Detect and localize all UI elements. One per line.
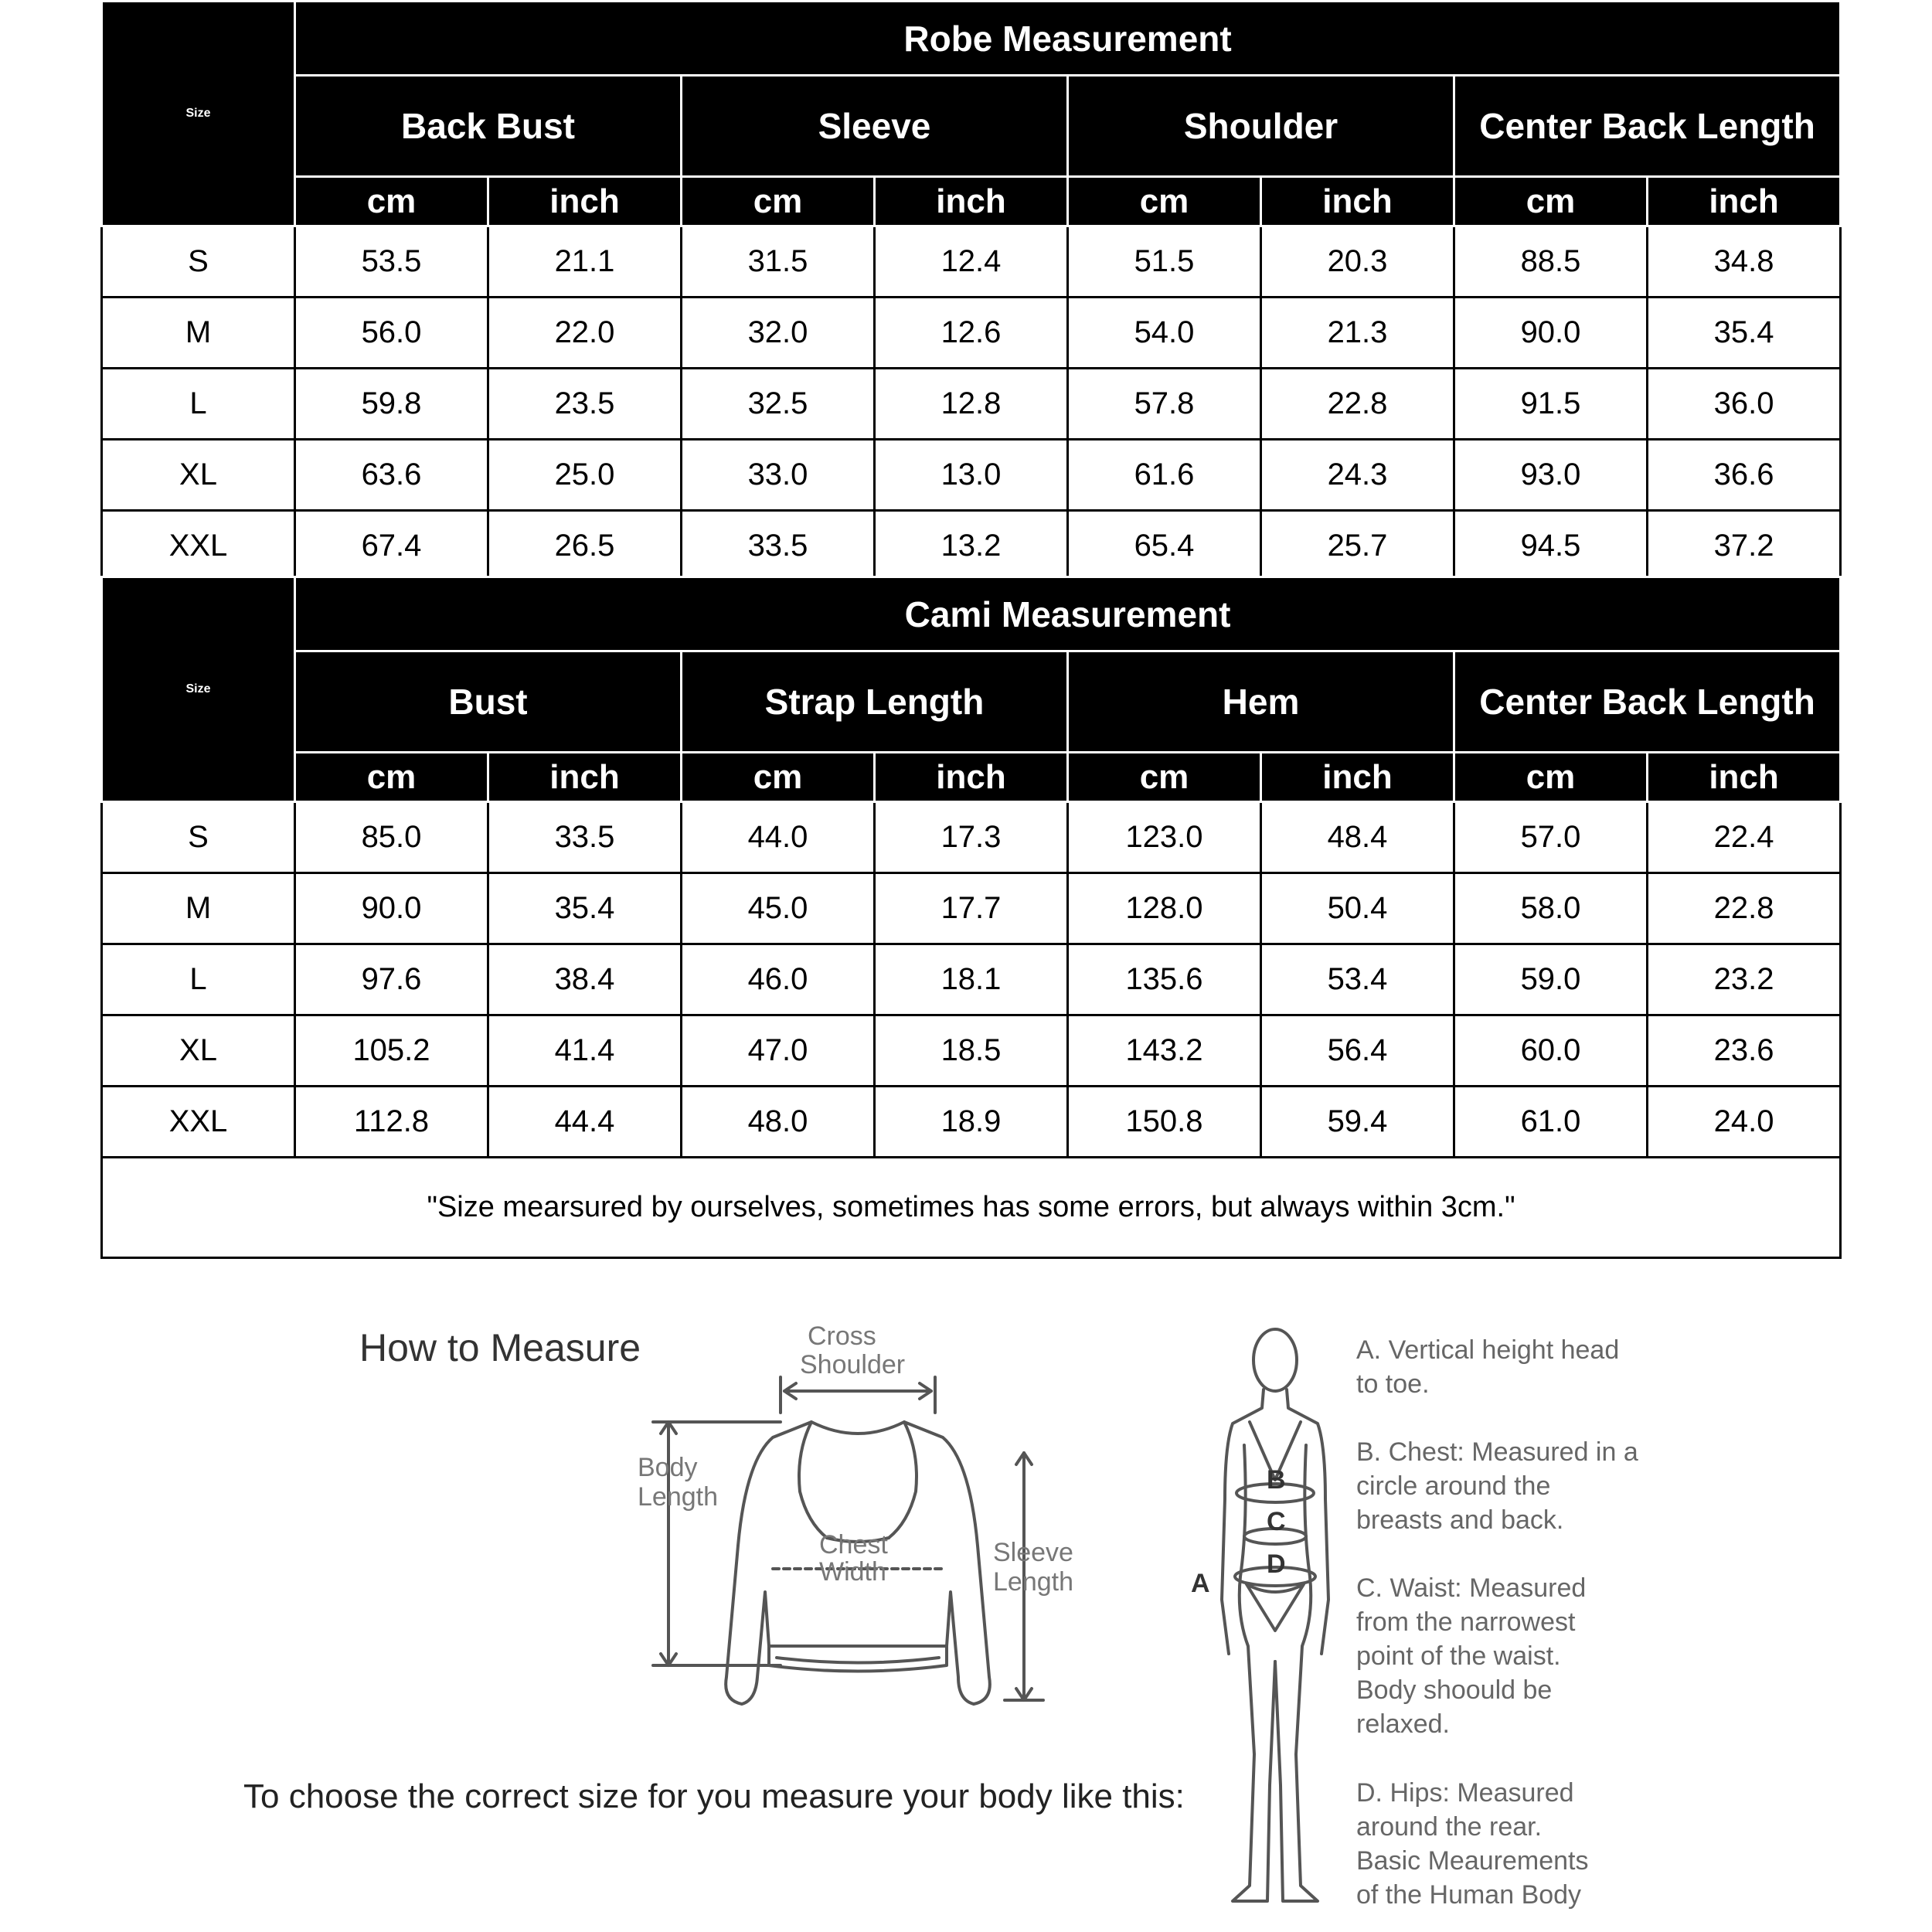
unit-header-inch: inch bbox=[488, 177, 682, 226]
measurement-cell: 18.9 bbox=[875, 1087, 1068, 1158]
measurement-cell: 32.5 bbox=[682, 369, 875, 440]
unit-header-cm: cm bbox=[295, 177, 488, 226]
unit-header-inch: inch bbox=[1648, 753, 1841, 802]
measurement-cell: 17.7 bbox=[875, 873, 1068, 944]
measurement-cell: 61.6 bbox=[1068, 440, 1261, 511]
unit-header-cm: cm bbox=[1068, 753, 1261, 802]
table-row bbox=[102, 298, 1841, 369]
measurement-cell: 33.0 bbox=[682, 440, 875, 511]
measurement-cell: 90.0 bbox=[295, 873, 488, 944]
measurement-cell: 23.5 bbox=[488, 369, 682, 440]
measurement-cell: 25.7 bbox=[1261, 511, 1454, 582]
measurement-cell: 12.6 bbox=[875, 298, 1068, 369]
table-row bbox=[102, 511, 1841, 582]
unit-header-inch: inch bbox=[488, 753, 682, 802]
measurement-cell: 56.0 bbox=[295, 298, 488, 369]
measurement-cell: 46.0 bbox=[682, 944, 875, 1015]
table-row bbox=[102, 226, 1841, 298]
measurement-cell: 18.5 bbox=[875, 1015, 1068, 1087]
measurement-cell: 143.2 bbox=[1068, 1015, 1261, 1087]
size-cell: S bbox=[102, 226, 295, 298]
measurement-cell: 54.0 bbox=[1068, 298, 1261, 369]
size-cell: XL bbox=[102, 1015, 295, 1087]
group-header: Center Back Length bbox=[1454, 651, 1841, 753]
measurement-cell: 21.3 bbox=[1261, 298, 1454, 369]
measurement-cell: 91.5 bbox=[1454, 369, 1648, 440]
definition-c: C. Waist: Measured from the narrowest point of the waist. Body shoould be relaxed. bbox=[1356, 1573, 1587, 1739]
table-row bbox=[102, 944, 1841, 1015]
cross-shoulder-label: Shoulder bbox=[800, 1350, 906, 1379]
measurement-cell: 67.4 bbox=[295, 511, 488, 582]
measurement-cell: 41.4 bbox=[488, 1015, 682, 1087]
group-header: Sleeve bbox=[682, 76, 1068, 177]
measurement-cell: 48.0 bbox=[682, 1087, 875, 1158]
measurement-cell: 59.0 bbox=[1454, 944, 1648, 1015]
measurement-cell: 22.8 bbox=[1648, 873, 1841, 944]
measurement-cell: 97.6 bbox=[295, 944, 488, 1015]
table-row bbox=[102, 1087, 1841, 1158]
measurement-cell: 35.4 bbox=[488, 873, 682, 944]
measurement-cell: 21.1 bbox=[488, 226, 682, 298]
measurement-cell: 23.2 bbox=[1648, 944, 1841, 1015]
body-label-a: A bbox=[1191, 1569, 1210, 1598]
cross-shoulder-label: Cross bbox=[808, 1321, 876, 1351]
unit-header-inch: inch bbox=[1648, 177, 1841, 226]
group-header: Back Bust bbox=[295, 76, 682, 177]
measurement-cell: 94.5 bbox=[1454, 511, 1648, 582]
table-row bbox=[102, 440, 1841, 511]
measurement-cell: 26.5 bbox=[488, 511, 682, 582]
measurement-cell: 150.8 bbox=[1068, 1087, 1261, 1158]
cami-table-body bbox=[102, 802, 1841, 1158]
measurement-cell: 61.0 bbox=[1454, 1087, 1648, 1158]
measurement-cell: 112.8 bbox=[295, 1087, 488, 1158]
measurement-cell: 59.4 bbox=[1261, 1087, 1454, 1158]
size-cell: M bbox=[102, 298, 295, 369]
unit-header-inch: inch bbox=[875, 753, 1068, 802]
definition-b: B. Chest: Measured in a circle around the breasts and back. bbox=[1356, 1437, 1638, 1535]
measurement-cell: 23.6 bbox=[1648, 1015, 1841, 1087]
measurement-cell: 57.8 bbox=[1068, 369, 1261, 440]
measurement-cell: 13.2 bbox=[875, 511, 1068, 582]
body-measure-diagram bbox=[1163, 1321, 1349, 1909]
body-length-label: Length bbox=[638, 1482, 718, 1512]
table-row bbox=[102, 1015, 1841, 1087]
measurement-cell: 63.6 bbox=[295, 440, 488, 511]
unit-header-cm: cm bbox=[682, 753, 875, 802]
measurement-cell: 93.0 bbox=[1454, 440, 1648, 511]
measurement-cell: 45.0 bbox=[682, 873, 875, 944]
measurement-cell: 90.0 bbox=[1454, 298, 1648, 369]
measurement-cell: 60.0 bbox=[1454, 1015, 1648, 1087]
measurement-cell: 50.4 bbox=[1261, 873, 1454, 944]
cami-table-title: Cami Measurement bbox=[295, 577, 1841, 651]
size-cell: XXL bbox=[102, 511, 295, 582]
measurement-cell: 22.0 bbox=[488, 298, 682, 369]
group-header: Hem bbox=[1068, 651, 1454, 753]
size-header: Size bbox=[102, 2, 295, 226]
unit-header-inch: inch bbox=[1261, 177, 1454, 226]
body-label-b: B bbox=[1267, 1465, 1286, 1495]
measurement-cell: 57.0 bbox=[1454, 802, 1648, 873]
measurement-cell: 17.3 bbox=[875, 802, 1068, 873]
garment-measure-diagram bbox=[618, 1314, 1097, 1716]
measurement-cell: 105.2 bbox=[295, 1015, 488, 1087]
unit-header-inch: inch bbox=[875, 177, 1068, 226]
measurement-cell: 37.2 bbox=[1648, 511, 1841, 582]
size-cell: L bbox=[102, 369, 295, 440]
how-to-measure-title: How to Measure bbox=[359, 1326, 641, 1369]
cami-size-table bbox=[100, 576, 1842, 1259]
group-header: Center Back Length bbox=[1454, 76, 1841, 177]
table-row bbox=[102, 369, 1841, 440]
robe-table-title: Robe Measurement bbox=[295, 2, 1841, 76]
measurement-cell: 32.0 bbox=[682, 298, 875, 369]
size-cell: S bbox=[102, 802, 295, 873]
measurement-cell: 12.4 bbox=[875, 226, 1068, 298]
measurement-cell: 18.1 bbox=[875, 944, 1068, 1015]
measurement-cell: 128.0 bbox=[1068, 873, 1261, 944]
measurement-cell: 56.4 bbox=[1261, 1015, 1454, 1087]
measurement-cell: 20.3 bbox=[1261, 226, 1454, 298]
measurement-cell: 44.0 bbox=[682, 802, 875, 873]
measurement-cell: 58.0 bbox=[1454, 873, 1648, 944]
unit-header-cm: cm bbox=[682, 177, 875, 226]
measurement-cell: 22.4 bbox=[1648, 802, 1841, 873]
measurement-cell: 38.4 bbox=[488, 944, 682, 1015]
measurement-cell: 59.8 bbox=[295, 369, 488, 440]
body-length-label: Body bbox=[638, 1453, 698, 1482]
measurement-cell: 123.0 bbox=[1068, 802, 1261, 873]
measurement-cell: 53.5 bbox=[295, 226, 488, 298]
measurement-cell: 25.0 bbox=[488, 440, 682, 511]
unit-header-cm: cm bbox=[295, 753, 488, 802]
size-cell: XXL bbox=[102, 1087, 295, 1158]
group-header: Bust bbox=[295, 651, 682, 753]
measurement-cell: 36.6 bbox=[1648, 440, 1841, 511]
chest-width-label: Chest bbox=[819, 1530, 888, 1560]
measurement-cell: 48.4 bbox=[1261, 802, 1454, 873]
size-cell: M bbox=[102, 873, 295, 944]
measurement-cell: 33.5 bbox=[682, 511, 875, 582]
body-label-c: C bbox=[1267, 1507, 1286, 1536]
measurement-cell: 34.8 bbox=[1648, 226, 1841, 298]
measurement-cell: 33.5 bbox=[488, 802, 682, 873]
measurement-cell: 12.8 bbox=[875, 369, 1068, 440]
unit-header-cm: cm bbox=[1068, 177, 1261, 226]
chest-width-label: Width bbox=[819, 1557, 886, 1587]
measurement-cell: 88.5 bbox=[1454, 226, 1648, 298]
robe-table-body bbox=[102, 226, 1841, 582]
measurement-cell: 22.8 bbox=[1261, 369, 1454, 440]
unit-header-cm: cm bbox=[1454, 177, 1648, 226]
unit-header-cm: cm bbox=[1454, 753, 1648, 802]
measurement-cell: 36.0 bbox=[1648, 369, 1841, 440]
measurement-cell: 35.4 bbox=[1648, 298, 1841, 369]
robe-size-table bbox=[100, 0, 1842, 583]
definition-d: D. Hips: Measured around the rear. Basic Meaurements of the Human Body bbox=[1356, 1778, 1589, 1910]
measurement-cell: 53.4 bbox=[1261, 944, 1454, 1015]
table-row bbox=[102, 802, 1841, 873]
size-cell: L bbox=[102, 944, 295, 1015]
table-row bbox=[102, 873, 1841, 944]
measurement-cell: 85.0 bbox=[295, 802, 488, 873]
measurement-cell: 65.4 bbox=[1068, 511, 1261, 582]
measurement-cell: 47.0 bbox=[682, 1015, 875, 1087]
sleeve-length-label: Sleeve bbox=[993, 1538, 1073, 1567]
group-header: Shoulder bbox=[1068, 76, 1454, 177]
size-cell: XL bbox=[102, 440, 295, 511]
measurement-cell: 51.5 bbox=[1068, 226, 1261, 298]
size-header: Size bbox=[102, 577, 295, 802]
body-label-d: D bbox=[1267, 1549, 1286, 1579]
measurement-cell: 24.3 bbox=[1261, 440, 1454, 511]
definition-a: A. Vertical height head to toe. bbox=[1356, 1335, 1620, 1399]
measurement-cell: 135.6 bbox=[1068, 944, 1261, 1015]
measurement-cell: 44.4 bbox=[488, 1087, 682, 1158]
measurement-note: "Size mearsured by ourselves, sometimes has some errors, but always within 3cm." bbox=[102, 1158, 1841, 1258]
measurement-cell: 13.0 bbox=[875, 440, 1068, 511]
measure-instruction: To choose the correct size for you measure your body like this: bbox=[243, 1777, 1185, 1815]
measurement-cell: 24.0 bbox=[1648, 1087, 1841, 1158]
measurement-cell: 31.5 bbox=[682, 226, 875, 298]
unit-header-inch: inch bbox=[1261, 753, 1454, 802]
group-header: Strap Length bbox=[682, 651, 1068, 753]
sleeve-length-label: Length bbox=[993, 1567, 1073, 1597]
